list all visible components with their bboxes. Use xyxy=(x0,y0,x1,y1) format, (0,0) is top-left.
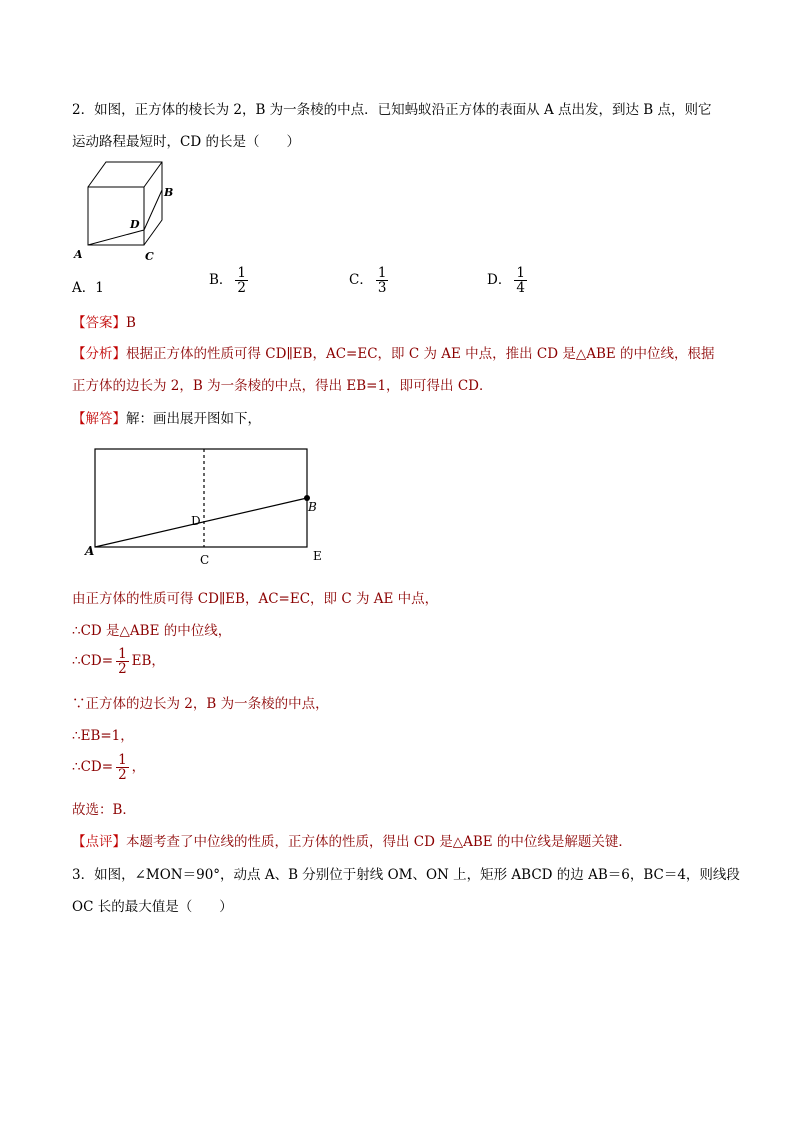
option-c-denominator: 3 xyxy=(377,280,387,296)
answer-tag: 【答案】 xyxy=(72,315,126,331)
step-3-fraction xyxy=(116,647,129,676)
q3-line-2: OC 长的最大值是（ ） xyxy=(72,899,233,915)
option-d xyxy=(487,266,530,295)
option-c-numerator: 1 xyxy=(377,265,387,281)
option-c-fraction xyxy=(376,266,389,295)
cube-label-b: B xyxy=(164,186,174,199)
step-6-prefix: ∴CD= xyxy=(72,759,114,775)
cube-back-edges xyxy=(88,162,162,245)
cube-label-a: A xyxy=(74,248,83,261)
option-c-label: C． xyxy=(349,272,373,288)
option-d-numerator: 1 xyxy=(516,265,525,281)
step-3-denominator: 2 xyxy=(118,661,127,677)
comment-line xyxy=(72,833,632,851)
option-b xyxy=(209,266,251,295)
cube-front-face xyxy=(88,187,144,245)
net-label-e: E xyxy=(313,549,322,563)
cube-figure xyxy=(68,152,188,267)
net-label-b: B xyxy=(308,500,317,514)
option-a xyxy=(72,276,104,296)
analysis-text-1: 根据正方体的性质可得 CD∥EB，AC=EC，即 C 为 AE 中点，推出 CD 是△ABE 的中位线，根据 xyxy=(126,346,715,362)
net-path-a-b xyxy=(95,498,307,547)
step-3-suffix: EB， xyxy=(131,653,165,669)
solution-step-4: ∵正方体的边长为 2，B 为一条棱的中点， xyxy=(72,696,329,712)
comment-tag: 【点评】 xyxy=(72,834,126,850)
step-3-numerator: 1 xyxy=(118,646,127,662)
option-d-label: D． xyxy=(487,272,512,288)
analysis-line-2: 正方体的边长为 2，B 为一条棱的中点，得出 EB=1，即可得出 CD． xyxy=(72,378,493,394)
q2-line-2: 运动路程最短时，CD 的长是（ ） xyxy=(72,134,300,150)
analysis-line-1 xyxy=(72,345,715,363)
solution-intro xyxy=(72,410,261,428)
analysis-tag: 【分析】 xyxy=(72,346,126,362)
solution-intro-text: 解：画出展开图如下， xyxy=(126,411,261,427)
comment-text: 本题考查了中位线的性质，正方体的性质，得出 CD 是△ABE 的中位线是解题关键． xyxy=(126,834,632,850)
cube-label-c: C xyxy=(145,250,154,263)
q2-line-1: 2．如图，正方体的棱长为 2，B 为一条棱的中点．已知蚂蚁沿正方体的表面从 A 点出发，到达 B 点，则它 xyxy=(72,102,712,118)
answer-line xyxy=(72,314,136,332)
q3-line-1: 3．如图，∠MON＝90°，动点 A、B 分别位于射线 OM、ON 上，矩形 ABCD 的边 AB＝6，BC＝4，则线段 xyxy=(72,867,740,883)
solution-step-6 xyxy=(72,753,145,782)
option-c xyxy=(349,266,391,295)
option-d-fraction xyxy=(514,266,527,295)
step-3-prefix: ∴CD= xyxy=(72,653,114,669)
option-b-fraction xyxy=(235,266,248,295)
solution-tag: 【解答】 xyxy=(72,411,126,427)
answer-text: B xyxy=(126,315,136,331)
option-a-value: 1 xyxy=(95,280,104,296)
net-label-c: C xyxy=(200,553,210,567)
option-d-denominator: 4 xyxy=(516,280,525,296)
cube-label-d: D xyxy=(130,218,140,231)
option-a-label: A． xyxy=(72,280,96,296)
net-figure xyxy=(82,440,332,570)
step-6-suffix: ， xyxy=(131,759,146,775)
option-b-denominator: 2 xyxy=(237,280,247,296)
net-rectangle xyxy=(95,449,307,547)
path-a-d xyxy=(88,230,144,245)
step-6-fraction xyxy=(116,753,129,782)
step-6-numerator: 1 xyxy=(118,752,127,768)
solution-step-2: ∴CD 是△ABE 的中位线， xyxy=(72,623,232,639)
cube-top-edge xyxy=(144,162,162,187)
net-label-d: D xyxy=(191,514,201,528)
net-label-a: A xyxy=(85,544,95,558)
solution-step-5: ∴EB=1， xyxy=(72,728,134,744)
solution-step-7: 故选：B． xyxy=(72,802,136,818)
solution-step-3 xyxy=(72,647,165,676)
step-6-denominator: 2 xyxy=(118,767,127,783)
solution-step-1: 由正方体的性质可得 CD∥EB，AC=EC，即 C 为 AE 中点， xyxy=(72,591,439,607)
option-b-numerator: 1 xyxy=(237,265,247,281)
option-b-label: B． xyxy=(209,272,233,288)
